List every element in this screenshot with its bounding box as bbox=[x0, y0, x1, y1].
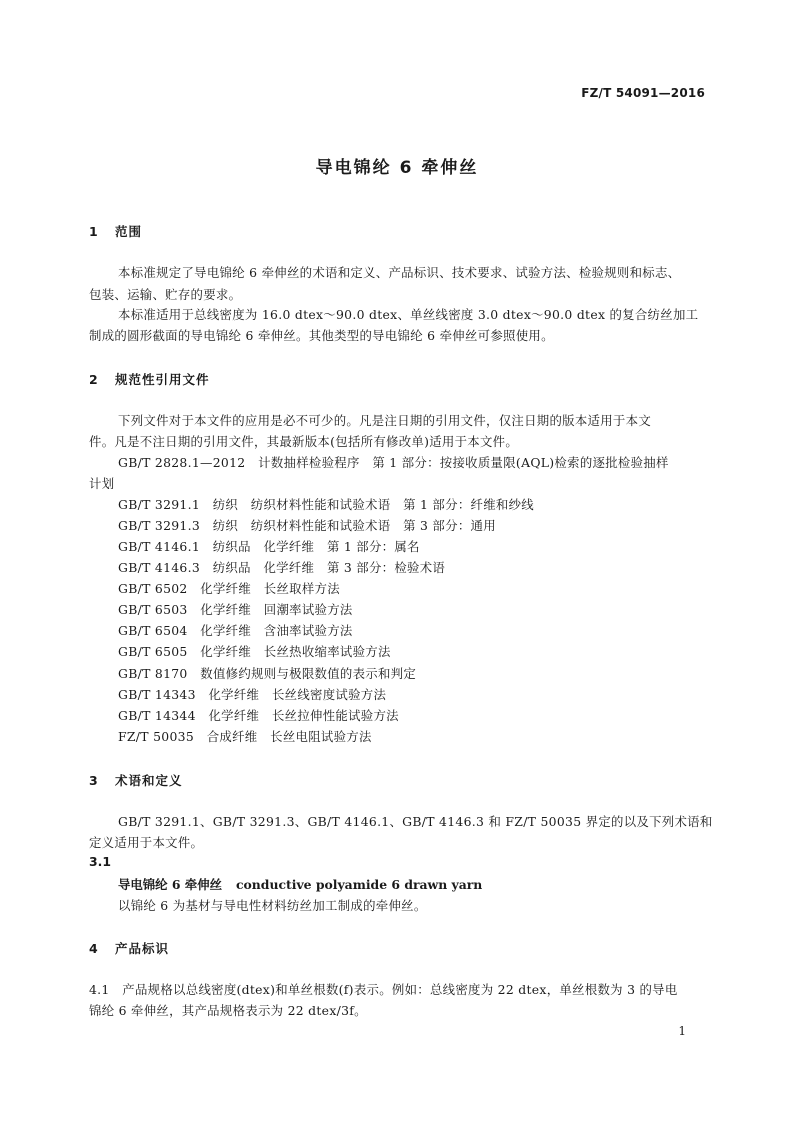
reference-item: GB/T 3291.3 纺织 纺织材料性能和试验术语 第 3 部分：通用 bbox=[118, 518, 496, 533]
paragraph-line: 本标准规定了导电锦纶 6 牵伸丝的术语和定义、产品标识、技术要求、试验方法、检验规则和标志、 bbox=[118, 265, 681, 280]
section-number: 4 bbox=[89, 941, 99, 956]
paragraph-line: 本标准适用于总线密度为 16.0 dtex～90.0 dtex、单丝线密度 3.0 dtex～90.0 dtex 的复合纺丝加工 bbox=[118, 307, 699, 322]
document-title: 导电锦纶 6 牵伸丝 bbox=[315, 158, 479, 178]
term-entry bbox=[118, 875, 482, 893]
section-title: 产品标识 bbox=[115, 941, 170, 956]
paragraph-line: GB/T 3291.1、GB/T 3291.3、GB/T 4146.1、GB/T 4146.3 和 FZ/T 50035 界定的以及下列术语和 bbox=[118, 814, 713, 829]
section-title: 术语和定义 bbox=[115, 773, 183, 788]
paragraph-line: 件。凡是不注日期的引用文件，其最新版本(包括所有修改单)适用于本文件。 bbox=[89, 434, 519, 449]
section-title: 规范性引用文件 bbox=[115, 372, 210, 387]
section-number: 3 bbox=[89, 773, 99, 788]
reference-item: GB/T 2828.1—2012 计数抽样检验程序 第 1 部分：按接收质量限(AQL)检索的逐批检验抽样 bbox=[118, 455, 669, 470]
reference-item: GB/T 14344 化学纤维 长丝拉伸性能试验方法 bbox=[118, 708, 399, 723]
reference-item: FZ/T 50035 合成纤维 长丝电阻试验方法 bbox=[118, 729, 372, 744]
reference-item: GB/T 6503 化学纤维 回潮率试验方法 bbox=[118, 602, 353, 617]
section-number: 2 bbox=[89, 372, 99, 387]
reference-item: GB/T 3291.1 纺织 纺织材料性能和试验术语 第 1 部分：纤维和纱线 bbox=[118, 497, 534, 512]
reference-item: GB/T 6502 化学纤维 长丝取样方法 bbox=[118, 581, 340, 596]
paragraph-line: 制成的圆形截面的导电锦纶 6 牵伸丝。其他类型的导电锦纶 6 牵伸丝可参照使用。 bbox=[89, 328, 554, 343]
term-chinese: 导电锦纶 6 牵伸丝 bbox=[118, 877, 222, 892]
reference-item: GB/T 4146.3 纺织品 化学纤维 第 3 部分：检验术语 bbox=[118, 560, 446, 575]
reference-item: GB/T 8170 数值修约规则与极限数值的表示和判定 bbox=[118, 666, 417, 681]
section-4-heading bbox=[89, 939, 169, 957]
reference-item: GB/T 4146.1 纺织品 化学纤维 第 1 部分：属名 bbox=[118, 539, 420, 554]
term-definition: 以锦纶 6 为基材与导电性材料纺丝加工制成的牵伸丝。 bbox=[118, 898, 427, 913]
paragraph-line: 定义适用于本文件。 bbox=[89, 835, 204, 850]
paragraph-line: 包装、运输、贮存的要求。 bbox=[89, 287, 242, 302]
section-1-heading bbox=[89, 222, 142, 240]
section-title: 范围 bbox=[115, 224, 143, 239]
standard-number: FZ/T 54091—2016 bbox=[581, 86, 705, 100]
reference-item: GB/T 6505 化学纤维 长丝热收缩率试验方法 bbox=[118, 644, 391, 659]
reference-item: GB/T 14343 化学纤维 长丝线密度试验方法 bbox=[118, 687, 387, 702]
term-number: 3.1 bbox=[89, 854, 111, 869]
paragraph-line: 下列文件对于本文件的应用是必不可少的。凡是注日期的引用文件，仅注日期的版本适用于本文 bbox=[118, 413, 652, 428]
paragraph-line: 锦纶 6 牵伸丝，其产品规格表示为 22 dtex/3f。 bbox=[89, 1003, 367, 1018]
reference-item: GB/T 6504 化学纤维 含油率试验方法 bbox=[118, 623, 353, 638]
term-english: conductive polyamide 6 drawn yarn bbox=[235, 877, 483, 892]
section-number: 1 bbox=[89, 224, 99, 239]
reference-item-continued: 计划 bbox=[89, 476, 115, 491]
section-3-heading bbox=[89, 771, 183, 789]
paragraph-line: 4.1 产品规格以总线密度(dtex)和单丝根数(f)表示。例如：总线密度为 22 dtex，单丝根数为 3 的导电 bbox=[89, 982, 678, 997]
page-number: 1 bbox=[678, 1024, 686, 1038]
section-2-heading bbox=[89, 370, 210, 388]
